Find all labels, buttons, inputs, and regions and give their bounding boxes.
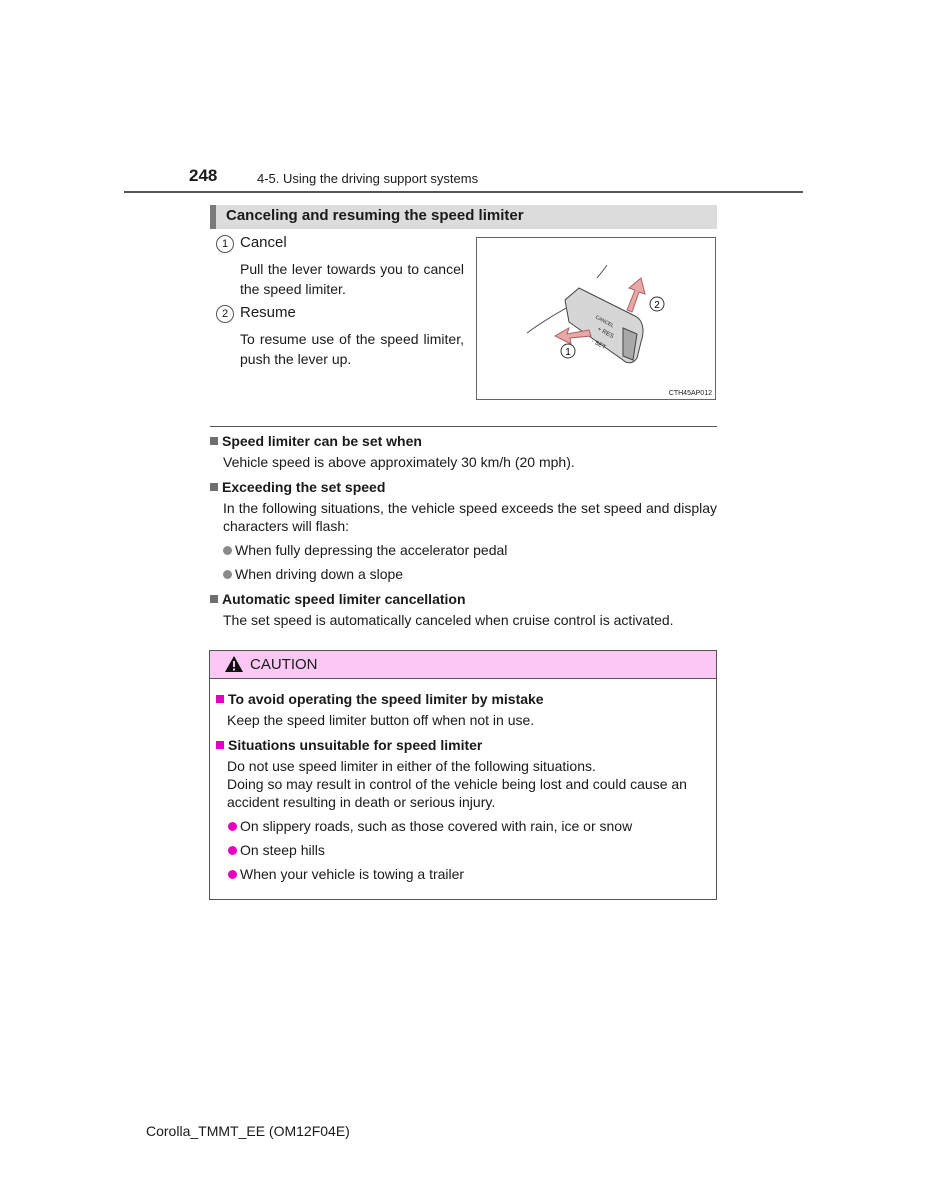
step-text-cancel: Pull the lever towards you to cancel the speed limiter. [240, 261, 464, 297]
note-heading: Automatic speed limiter cancellation [210, 591, 466, 607]
note-text: Vehicle speed is above approximately 30 km/h (20 mph). [223, 454, 575, 470]
step-number-2: 2 [216, 305, 234, 323]
step-text-resume: To resume use of the speed limiter, push the lever up. [240, 331, 464, 367]
section-divider [210, 426, 717, 427]
caution-box [209, 650, 717, 900]
footer-doc-id: Corolla_TMMT_EE (OM12F04E) [146, 1123, 350, 1139]
figure-code: CTH45AP012 [668, 390, 712, 397]
square-bullet-icon [216, 741, 224, 749]
warning-triangle-icon [224, 655, 244, 673]
list-item: When your vehicle is towing a trailer [228, 866, 464, 882]
bullet-dot-icon [228, 822, 237, 831]
note-text: In the following situations, the vehicle speed exceeds the set speed and display characters will flash: [223, 500, 717, 534]
step-number-1: 1 [216, 235, 234, 253]
header-rule [124, 191, 803, 193]
caution-text: Keep the speed limiter button off when not in use. [227, 712, 535, 728]
caution-item-heading: Situations unsuitable for speed limiter [216, 737, 482, 753]
bullet-dot-icon [228, 870, 237, 879]
page-number: 248 [189, 166, 218, 185]
list-item: When fully depressing the accelerator pedal [223, 542, 507, 558]
caution-text: Doing so may result in control of the vehicle being lost and could cause an accident resulting in death or serious injury. [227, 776, 687, 810]
caution-label: CAUTION [250, 656, 318, 673]
step-title-resume: Resume [240, 304, 296, 321]
caution-item-heading: To avoid operating the speed limiter by mistake [216, 691, 544, 707]
lever-illustration [476, 237, 716, 400]
lever-label-cancel: CANCEL [594, 314, 615, 330]
note-text: The set speed is automatically canceled when cruise control is activated. [223, 612, 674, 628]
bullet-dot-icon [223, 570, 232, 579]
section-heading-text: Canceling and resuming the speed limiter [226, 207, 524, 224]
step-title-cancel: Cancel [240, 234, 287, 251]
bullet-dot-icon [228, 846, 237, 855]
note-heading: Speed limiter can be set when [210, 433, 422, 449]
list-item: On slippery roads, such as those covered with rain, ice or snow [228, 818, 632, 834]
section-path: 4-5. Using the driving support systems [257, 171, 479, 186]
section-heading [210, 205, 717, 229]
square-bullet-icon [210, 483, 218, 491]
callout-2: 2 [654, 300, 660, 311]
square-bullet-icon [210, 595, 218, 603]
caution-text: Do not use speed limiter in either of the following situations. [227, 758, 596, 774]
lever-label-res: + RES [596, 326, 615, 340]
list-item: On steep hills [228, 842, 325, 858]
square-bullet-icon [210, 437, 218, 445]
caution-header [210, 651, 716, 679]
note-heading: Exceeding the set speed [210, 479, 385, 495]
arrow-up-icon [627, 278, 645, 312]
callout-1: 1 [565, 347, 571, 358]
bullet-dot-icon [223, 546, 232, 555]
list-item: When driving down a slope [223, 566, 403, 582]
lever-label-set: - SET [590, 338, 607, 351]
square-bullet-icon [216, 695, 224, 703]
lever-drawing [477, 238, 717, 401]
arrow-pull-icon [555, 328, 591, 344]
